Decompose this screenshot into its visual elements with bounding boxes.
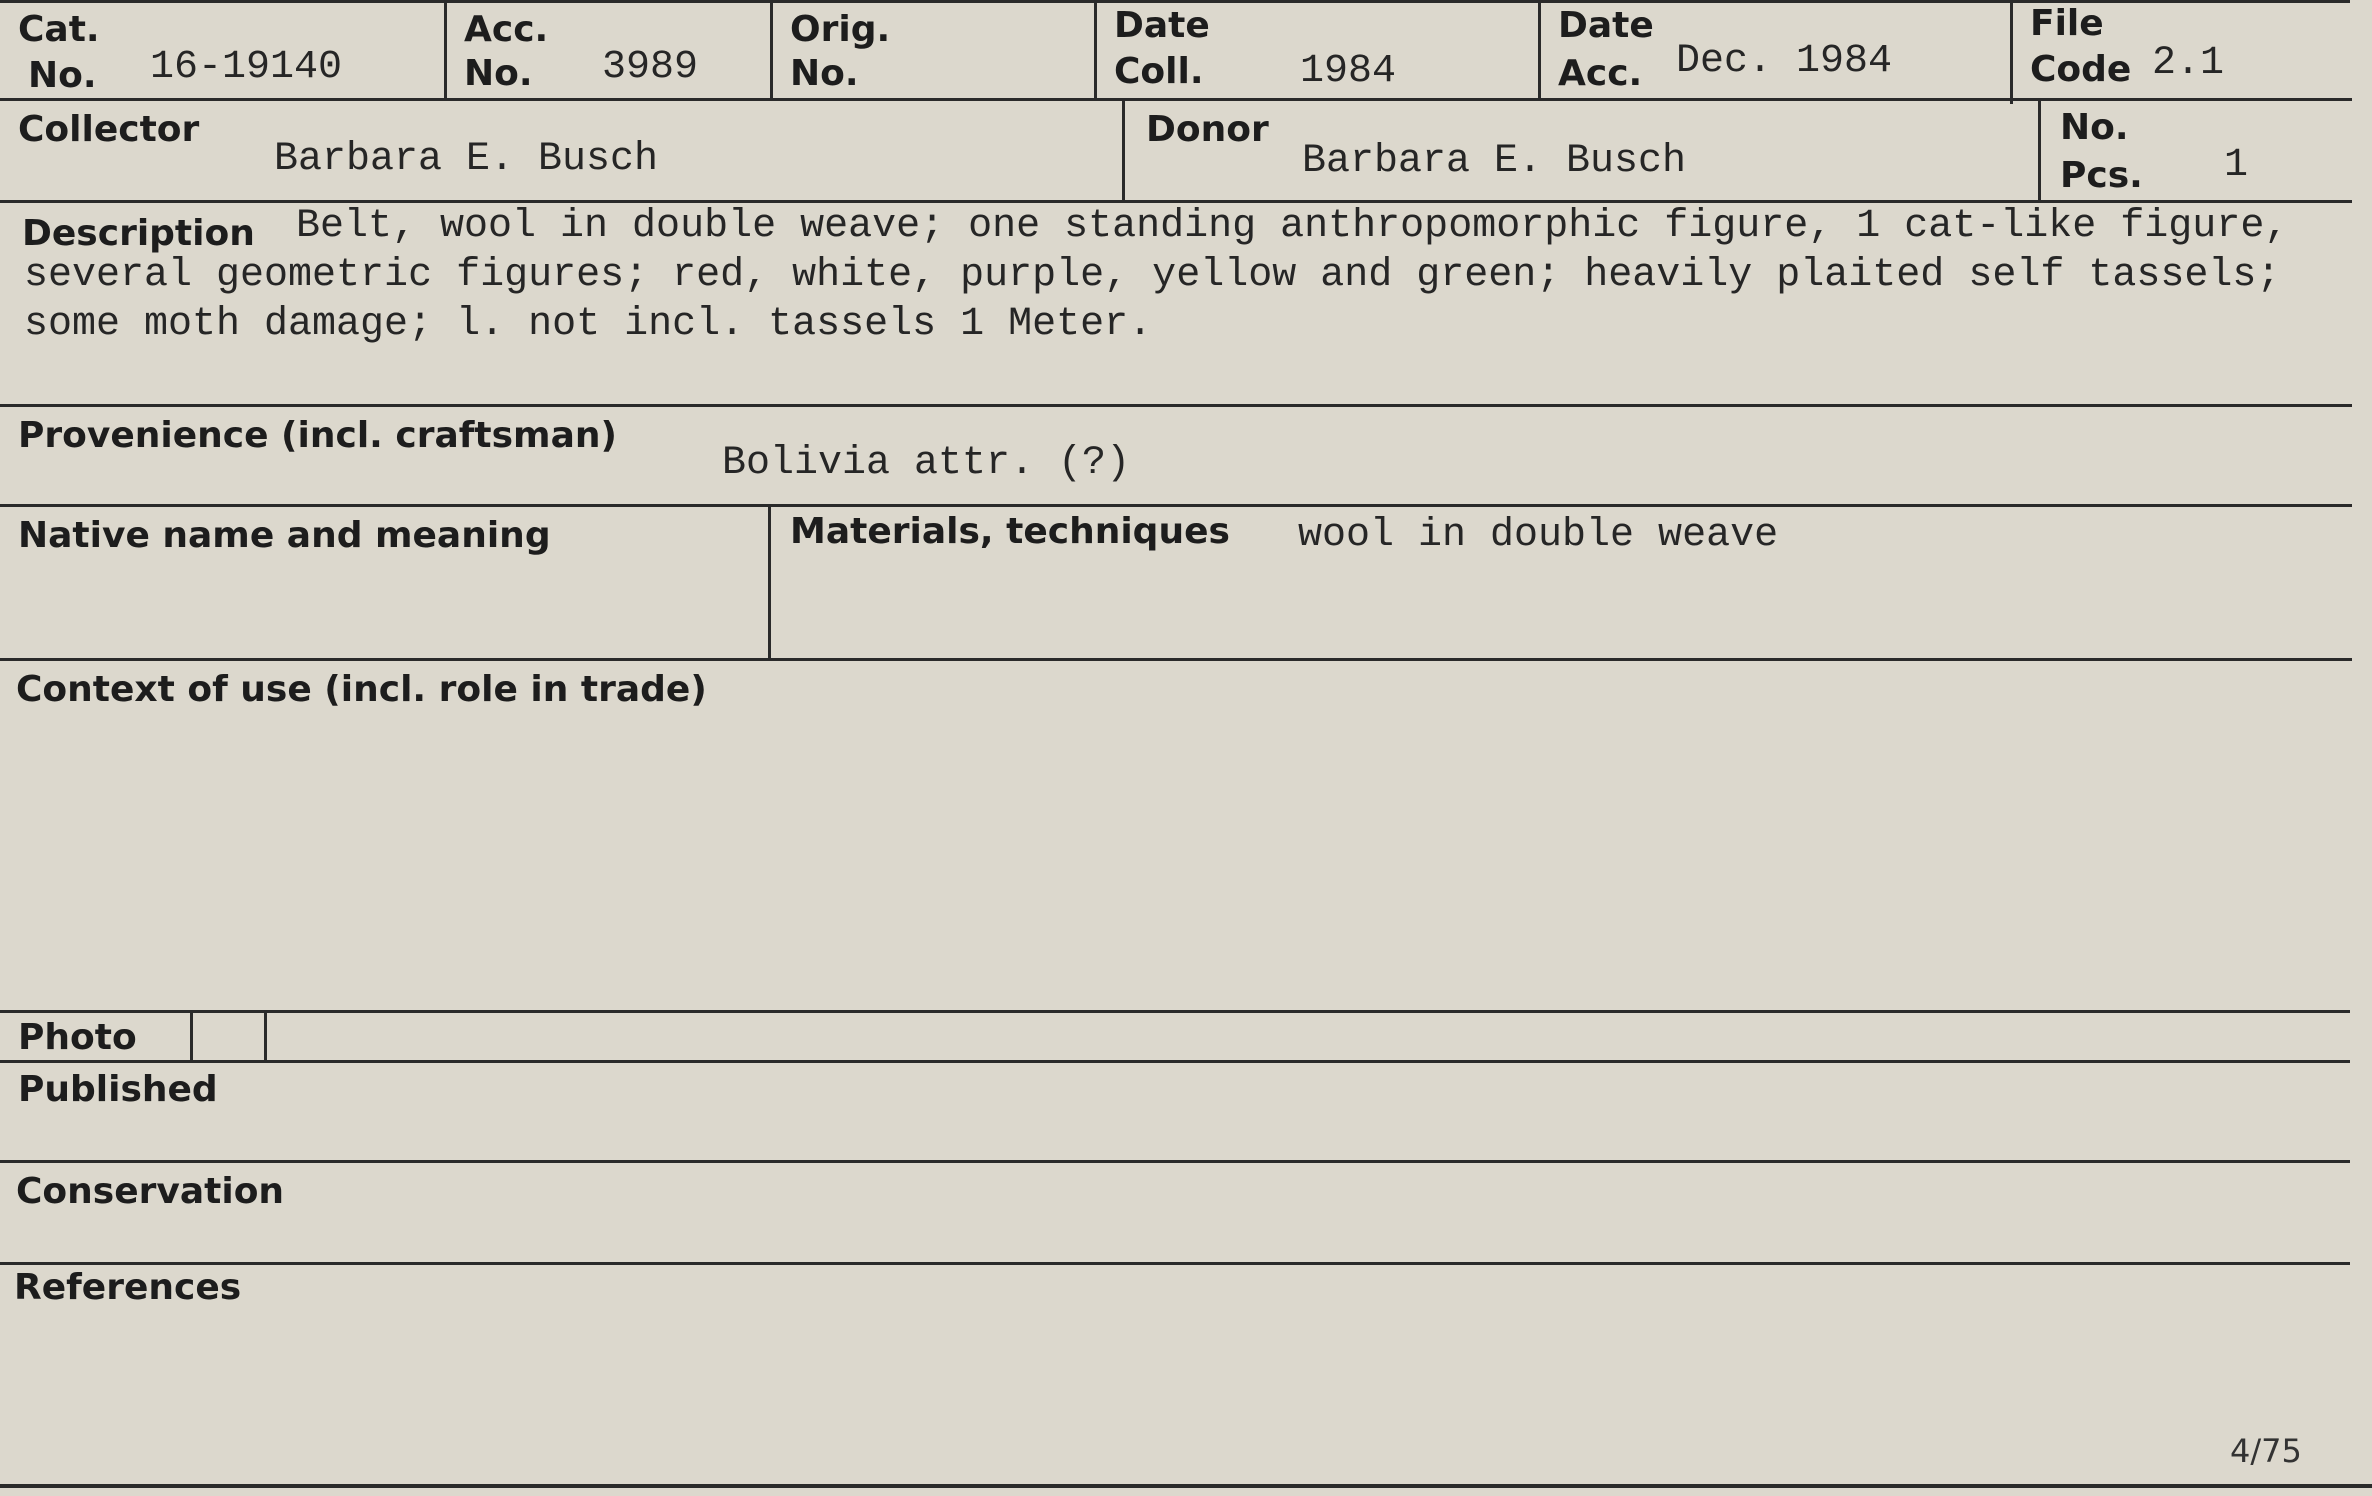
acc-no-value: 3989 bbox=[602, 45, 699, 90]
materials-value: wool in double weave bbox=[1298, 513, 1779, 558]
cat-no-value: 16-19140 bbox=[150, 45, 343, 90]
divider-cat-acc bbox=[444, 0, 447, 100]
acc-no-label-2: No. bbox=[464, 53, 533, 94]
date-coll-value: 1984 bbox=[1300, 49, 1397, 94]
divider-photo-box-right bbox=[264, 1010, 267, 1062]
file-code-label-2: Code bbox=[2030, 49, 2132, 90]
divider-datecoll-dateacc bbox=[1538, 0, 1541, 100]
divider-collector-donor bbox=[1122, 98, 1125, 202]
rule-photo-bottom bbox=[0, 1060, 2350, 1063]
pcs-label-1: No. bbox=[2060, 107, 2129, 148]
native-name-label: Native name and meaning bbox=[18, 515, 551, 556]
form-code: 4/75 bbox=[2230, 1432, 2302, 1470]
cat-no-label-1: Cat. bbox=[18, 9, 100, 50]
rule-top bbox=[0, 0, 2350, 3]
pcs-label-2: Pcs. bbox=[2060, 155, 2143, 196]
divider-donor-pcs bbox=[2038, 98, 2041, 202]
conservation-label: Conservation bbox=[16, 1171, 285, 1212]
collector-value: Barbara E. Busch bbox=[274, 137, 659, 182]
divider-native-materials bbox=[768, 504, 771, 660]
date-acc-label-2: Acc. bbox=[1558, 53, 1643, 94]
rule-context-bottom bbox=[0, 1010, 2350, 1013]
published-label: Published bbox=[18, 1069, 218, 1110]
pcs-value: 1 bbox=[2224, 143, 2249, 188]
acc-no-label-1: Acc. bbox=[464, 9, 549, 50]
rule-conservation-bottom bbox=[0, 1262, 2350, 1265]
rule-card-bottom bbox=[0, 1484, 2372, 1488]
provenience-value: Bolivia attr. (?) bbox=[722, 441, 1131, 486]
divider-acc-orig bbox=[770, 0, 773, 100]
divider-photo-box-left bbox=[190, 1010, 193, 1062]
orig-no-label-1: Orig. bbox=[790, 9, 891, 50]
rule-header-bottom bbox=[0, 98, 2352, 101]
collector-label: Collector bbox=[18, 109, 200, 150]
date-coll-label-1: Date bbox=[1114, 5, 1210, 46]
divider-dateacc-filecode bbox=[2010, 0, 2013, 104]
references-label: References bbox=[14, 1267, 242, 1308]
file-code-value: 2.1 bbox=[2152, 41, 2225, 86]
rule-native-bottom bbox=[0, 658, 2352, 661]
rule-published-bottom bbox=[0, 1160, 2350, 1163]
photo-label: Photo bbox=[18, 1017, 137, 1058]
provenience-label: Provenience (incl. craftsman) bbox=[18, 415, 617, 456]
materials-label: Materials, techniques bbox=[790, 511, 1230, 552]
date-coll-label-2: Coll. bbox=[1114, 51, 1204, 92]
rule-description-bottom bbox=[0, 404, 2352, 407]
rule-provenience-bottom bbox=[0, 504, 2352, 507]
context-of-use-label: Context of use (incl. role in trade) bbox=[16, 669, 707, 710]
date-acc-label-1: Date bbox=[1558, 5, 1654, 46]
donor-value: Barbara E. Busch bbox=[1302, 139, 1687, 184]
orig-no-label-2: No. bbox=[790, 53, 859, 94]
cat-no-label-2: No. bbox=[28, 55, 97, 96]
description-text: Belt, wool in double weave; one standing anthropomorphic figure, 1 cat-like figure, several geometric figures; red, white, purple, yellow and green; heavily plaited self tassels; some moth damage; l. not incl. tassels 1 Meter. bbox=[24, 204, 2289, 347]
file-code-label-1: File bbox=[2030, 3, 2104, 44]
donor-label: Donor bbox=[1146, 109, 1269, 150]
description-label: Description bbox=[22, 213, 255, 254]
divider-orig-datecoll bbox=[1094, 0, 1097, 100]
date-acc-value: Dec. 1984 bbox=[1676, 39, 1893, 84]
